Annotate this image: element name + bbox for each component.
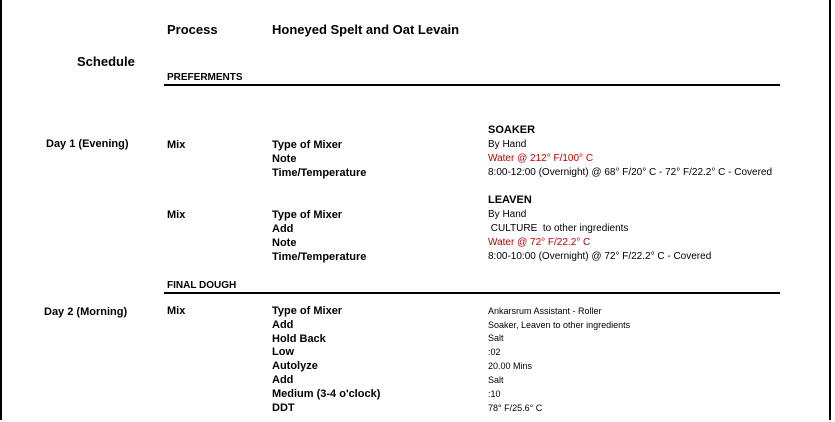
final-dough-row-label: Medium (3-4 o'clock) bbox=[272, 388, 381, 400]
leaven-row-value: CULTURE to other ingredients bbox=[488, 223, 629, 234]
soaker-row-label: Type of Mixer bbox=[272, 139, 343, 151]
final-dough-row-value: 20.00 Mins bbox=[488, 361, 533, 371]
final-dough-row-value: Salt bbox=[488, 333, 504, 343]
final-dough-row-label: Autolyze bbox=[272, 360, 318, 372]
leaven-row-label: Note bbox=[272, 237, 297, 249]
day1-label: Day 1 (Evening) bbox=[46, 138, 129, 150]
preferments-rule bbox=[164, 84, 780, 86]
final-dough-row-label: Hold Back bbox=[272, 333, 326, 345]
final-dough-row-label: DDT bbox=[272, 402, 295, 414]
final-dough-row-label: Low bbox=[272, 346, 294, 358]
final-dough-row-value: 78° F/25.6° C bbox=[488, 403, 543, 413]
final-dough-row-value: Ankarsrum Assistant - Roller bbox=[488, 306, 602, 316]
soaker-row-label: Note bbox=[272, 153, 297, 165]
final-dough-row-value: Soaker, Leaven to other ingredients bbox=[488, 320, 631, 330]
leaven-row-value: Water @ 72° F/22.2° C bbox=[488, 237, 591, 248]
final-dough-row-value: :02 bbox=[488, 347, 501, 357]
leaven-mix-label: Mix bbox=[167, 209, 186, 221]
schedule-label: Schedule bbox=[77, 54, 135, 69]
final-dough-row-label: Add bbox=[272, 374, 294, 386]
day2-label: Day 2 (Morning) bbox=[44, 306, 128, 318]
soaker-row-value: Water @ 212° F/100° C bbox=[488, 153, 594, 164]
leaven-row-label: Add bbox=[272, 223, 294, 235]
soaker-row-value: 8:00-12:00 (Overnight) @ 68° F/20° C - 72° F/22.2° C - Covered bbox=[488, 167, 773, 178]
leaven-row-label: Time/Temperature bbox=[272, 251, 367, 263]
final-dough-row-label: Type of Mixer bbox=[272, 305, 343, 317]
recipe-title: Honeyed Spelt and Oat Levain bbox=[272, 22, 460, 37]
final-dough-row-label: Add bbox=[272, 319, 294, 331]
final-dough-row-value: :10 bbox=[488, 389, 501, 399]
leaven-row-value: By Hand bbox=[488, 209, 527, 220]
final-dough-mix-label: Mix bbox=[167, 305, 186, 317]
final-dough-row-value: Salt bbox=[488, 375, 504, 385]
preferments-section-label: PREFERMENTS bbox=[167, 72, 243, 83]
soaker-row-label: Time/Temperature bbox=[272, 167, 367, 179]
leaven-title: LEAVEN bbox=[488, 194, 532, 206]
leaven-row-label: Type of Mixer bbox=[272, 209, 343, 221]
soaker-title: SOAKER bbox=[488, 124, 536, 136]
process-label: Process bbox=[167, 22, 218, 37]
final-dough-section-label: FINAL DOUGH bbox=[167, 280, 237, 291]
soaker-row-value: By Hand bbox=[488, 139, 527, 150]
leaven-row-value: 8:00-10:00 (Overnight) @ 72° F/22.2° C - Covered bbox=[488, 251, 712, 262]
final-dough-rule bbox=[164, 292, 780, 294]
soaker-mix-label: Mix bbox=[167, 139, 186, 151]
